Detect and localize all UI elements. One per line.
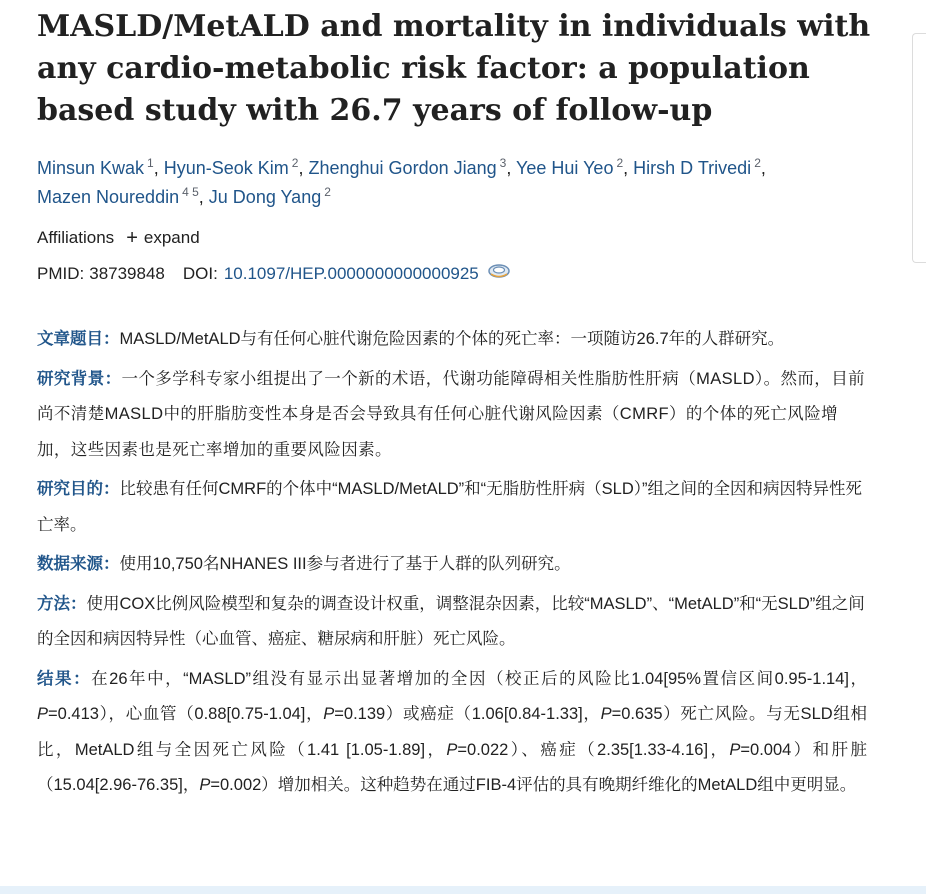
results-para bbox=[37, 662, 867, 804]
author-link[interactable]: Minsun Kwak bbox=[37, 158, 145, 178]
source-para bbox=[37, 547, 867, 583]
p-symbol: P bbox=[323, 705, 335, 723]
author-link[interactable]: Yee Hui Yeo bbox=[516, 158, 614, 178]
section-text: MASLD/MetALD与有任何心脏代谢危险因素的个体的死亡率：一项随访26.7年的人群研究。 bbox=[119, 330, 785, 348]
author-link[interactable]: Hyun-Seok Kim bbox=[163, 158, 289, 178]
section-label: 结果： bbox=[37, 669, 92, 688]
affiliation-ref[interactable]: 2 bbox=[754, 156, 761, 170]
author-link[interactable]: Ju Dong Yang bbox=[208, 187, 322, 207]
doi-label: DOI: bbox=[182, 263, 218, 283]
results-text: =0.139）或癌症（1.06[0.84-1.33]， bbox=[334, 705, 601, 723]
background-para bbox=[37, 362, 867, 469]
results-text: =0.022）、癌症（2.35[1.33-4.16]， bbox=[457, 740, 730, 759]
doi-link[interactable]: 10.1097/HEP.0000000000000925 bbox=[223, 263, 479, 283]
p-symbol: P bbox=[600, 705, 612, 723]
results-text: 在26年中，“MASLD”组没有显示出显著增加的全因（校正后的风险比1.04[95%置信区间0.95-1.14]， bbox=[91, 669, 868, 688]
results-text: =0.002）增加相关。这种趋势在通过FIB-4评估的具有晚期纤维化的MetALD组中更明显。 bbox=[210, 776, 857, 794]
section-text: 一个多学科专家小组提出了一个新的术语，代谢功能障碍相关性脂肪性肝病（MASLD）。然而，目前尚不清楚MASLD中的肝脂肪变性本身是否会导致具有任何心脏代谢风险因素（CMRF）的个体的死亡风险增加，这些因素也是死亡率增加的重要风险因素。 bbox=[37, 369, 865, 459]
results-text: =0.004）和肝脏（15.04[2.96-76.35]， bbox=[37, 740, 867, 794]
affiliation-ref[interactable]: 4 5 bbox=[182, 185, 199, 199]
section-label: 数据来源： bbox=[37, 555, 120, 573]
aim-para bbox=[37, 472, 867, 543]
abstract-translation bbox=[37, 322, 867, 808]
affiliation-ref[interactable]: 3 bbox=[499, 156, 507, 170]
abstract-title-para bbox=[37, 322, 867, 358]
author-link[interactable]: Zhenghui Gordon Jiang bbox=[308, 158, 497, 178]
expand-affiliations-button[interactable] bbox=[126, 228, 199, 248]
section-label: 方法： bbox=[37, 594, 87, 613]
pmid-label: PMID: bbox=[37, 263, 85, 283]
author-link[interactable]: Hirsh D Trivedi bbox=[633, 158, 752, 178]
article-title: MASLD/MetALD and mortality in individuals with any cardio-metabolic risk factor: a population based study with 26.7 years of follow-up bbox=[37, 9, 871, 128]
section-label: 研究目的： bbox=[37, 480, 120, 498]
affiliation-ref[interactable]: 2 bbox=[291, 156, 299, 170]
section-text: 使用COX比例风险模型和复杂的调查设计权重，调整混杂因素，比较“MASLD”、“MetALD”和“无SLD”组之间的全因和病因特异性（心血管、癌症、糖尿病和肝脏）死亡风险。 bbox=[37, 594, 865, 648]
affiliations-row bbox=[37, 228, 200, 248]
affiliations-label: Affiliations bbox=[37, 228, 115, 247]
bottom-toolbar-edge bbox=[0, 886, 926, 894]
side-panel-edge bbox=[912, 33, 926, 263]
section-text: 比较患有任何CMRF的个体中“MASLD/MetALD”和“无脂肪性肝病（SLD）”组之间的全因和病因特异性死亡率。 bbox=[37, 480, 863, 534]
identifiers-row bbox=[37, 263, 511, 284]
section-label: 研究背景： bbox=[37, 369, 122, 388]
section-label: 文章题目： bbox=[37, 330, 120, 348]
affiliation-ref[interactable]: 2 bbox=[324, 185, 331, 199]
expand-label: expand bbox=[143, 228, 200, 247]
p-symbol: P bbox=[37, 705, 49, 723]
free-article-icon[interactable] bbox=[487, 263, 511, 284]
methods-para bbox=[37, 587, 867, 658]
author-link[interactable]: Mazen Noureddin bbox=[37, 187, 180, 207]
author-list: Minsun Kwak $^1$, Hyun-Seok Kim $^2$, Zhenghui Gordon Jiang $^3$, Yee Hui Yeo $^2$, Hirsh D Trivedi $^2$, Mazen Noureddin $^{4 5}$, Ju Dong Yang $^2$ bbox=[37, 156, 766, 207]
p-symbol: P bbox=[199, 776, 211, 794]
plus-icon: + bbox=[126, 227, 138, 249]
p-symbol: P bbox=[446, 740, 458, 759]
affiliation-ref[interactable]: 2 bbox=[616, 156, 624, 170]
pmid-value: 38739848 bbox=[89, 263, 165, 283]
results-text: =0.413），心血管（0.88[0.75-1.04]， bbox=[48, 705, 324, 723]
results-text: =0.635）死亡风险。与无SLD组相比，MetALD组与全因死亡风险（1.41 [1.05-1.89]， bbox=[37, 705, 868, 759]
affiliation-ref[interactable]: 1 bbox=[147, 156, 154, 170]
section-text: 使用10,750名NHANES III参与者进行了基于人群的队列研究。 bbox=[119, 555, 571, 573]
p-symbol: P bbox=[729, 740, 741, 759]
